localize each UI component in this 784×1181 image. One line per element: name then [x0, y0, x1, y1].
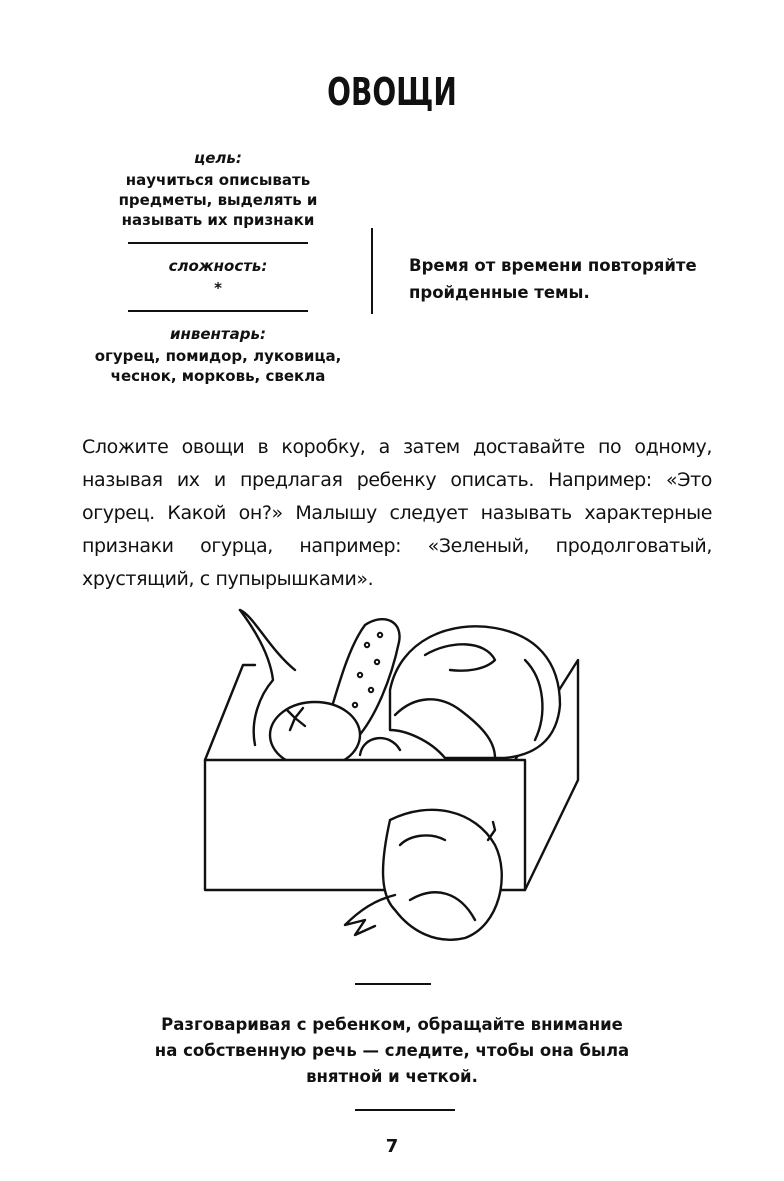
tomato — [270, 702, 360, 768]
inventory-text: огурец, помидор, луковица, чеснок, морковь, свекла — [94, 347, 342, 385]
sidebar-divider — [128, 242, 308, 244]
instruction-paragraph: Сложите овощи в коробку, а затем доставайте по одному, называя их и предлагая ребенку описать. Например: «Это огурец. Какой он?» Малышу следует называть характерные признаки огурца, например: «Зеленый, продолговатый, хрустящий, с пупырышками». — [82, 436, 712, 590]
activity-info-sidebar — [82, 148, 354, 386]
tip-bottom: Разговаривая с ребенком, обращайте внимание на собственную речь — следите, чтобы она была внятной и четкой. — [154, 1015, 630, 1086]
box-back-left-edge — [205, 665, 255, 760]
tip-top: Время от времени повторяйте пройденные темы. — [409, 256, 697, 302]
goal-label: цель: — [194, 149, 242, 167]
goal-text: научиться описывать предметы, выделять и называть их признаки — [118, 171, 318, 229]
onion — [383, 810, 502, 940]
vegetables-in-box-illustration — [195, 600, 595, 960]
small-vegetable — [360, 738, 400, 755]
page-title: ОВОЩИ — [327, 70, 457, 114]
vertical-divider — [371, 228, 373, 314]
difficulty-label: сложность: — [168, 257, 268, 275]
inventory-label: инвентарь: — [170, 325, 266, 343]
page-number: 7 — [385, 1136, 399, 1157]
beet-leaf — [240, 610, 273, 745]
sidebar-divider — [128, 310, 308, 312]
difficulty-value: * — [214, 279, 222, 297]
divider-top — [355, 983, 431, 985]
divider-bottom — [355, 1109, 455, 1111]
